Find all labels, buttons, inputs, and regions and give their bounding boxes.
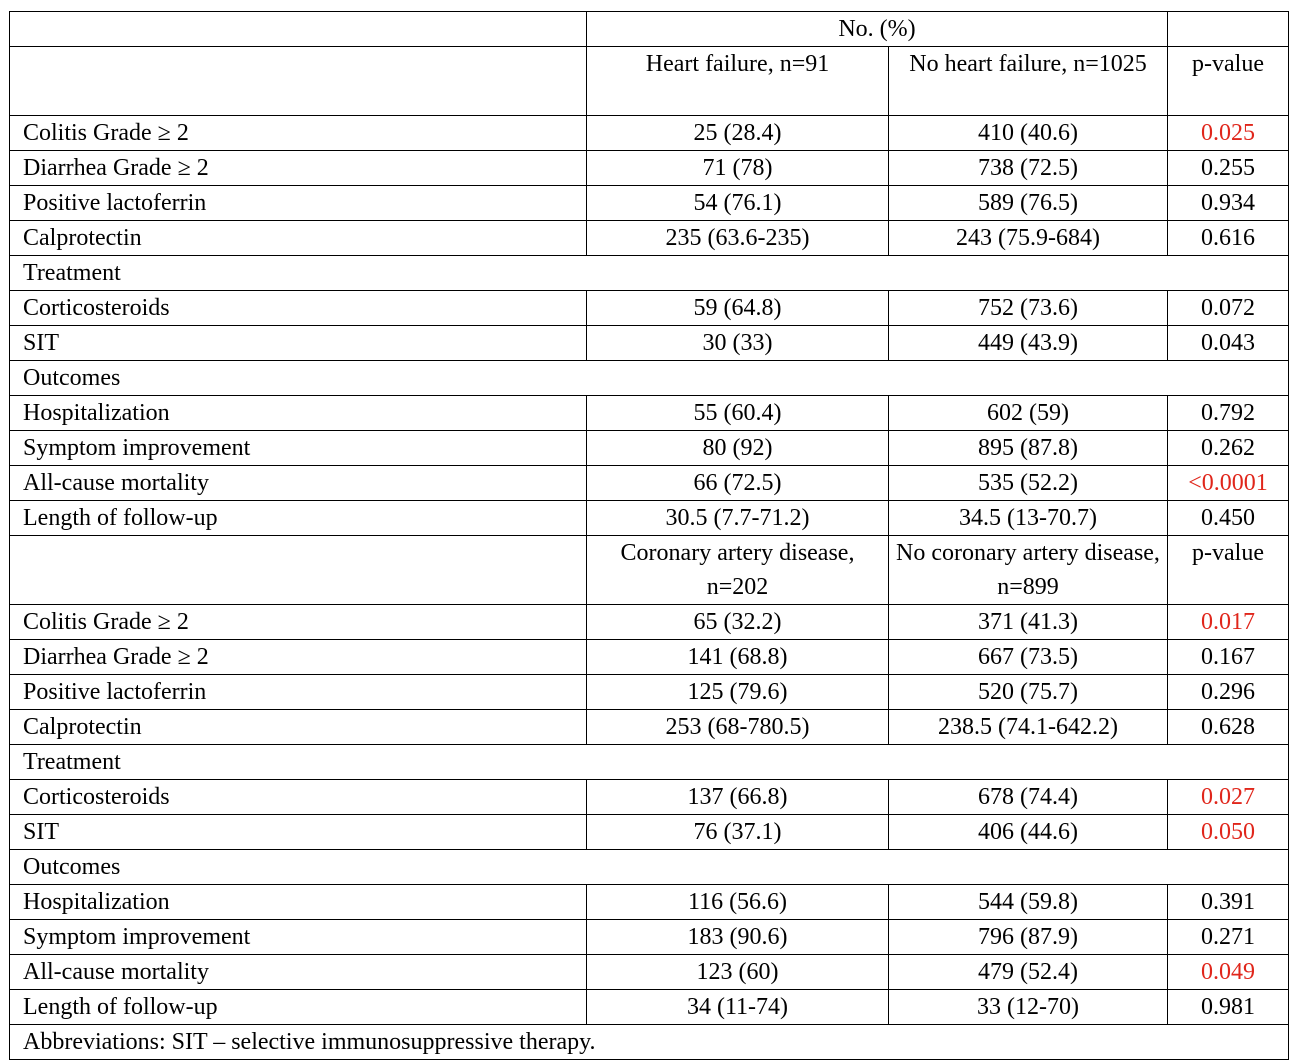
group-b-value: 752 (73.6) [889, 291, 1168, 326]
table-row [10, 116, 1289, 151]
table-row [10, 675, 1289, 710]
row-label: Corticosteroids [10, 291, 587, 326]
p-value: 0.271 [1168, 920, 1289, 955]
table-row [10, 221, 1289, 256]
p-value: 0.450 [1168, 501, 1289, 536]
outcomes-section-row [10, 361, 1289, 396]
row-label: Symptom improvement [10, 920, 587, 955]
group-b-value: 34.5 (13-70.7) [889, 501, 1168, 536]
table-row [10, 396, 1289, 431]
row-label: Length of follow-up [10, 990, 587, 1025]
p-value: 0.628 [1168, 710, 1289, 745]
empty-header-cell [10, 12, 587, 47]
row-label: Symptom improvement [10, 431, 587, 466]
table-row [10, 780, 1289, 815]
group-b-value: 33 (12-70) [889, 990, 1168, 1025]
group-b-value: 589 (76.5) [889, 186, 1168, 221]
column-header-row-2 [10, 536, 1289, 605]
table-row [10, 151, 1289, 186]
row-label: Colitis Grade ≥ 2 [10, 116, 587, 151]
row-label: SIT [10, 326, 587, 361]
p-value: <0.0001 [1168, 466, 1289, 501]
p-value: 0.072 [1168, 291, 1289, 326]
p-value: 0.262 [1168, 431, 1289, 466]
group-a-value: 30 (33) [587, 326, 889, 361]
p-value: 0.934 [1168, 186, 1289, 221]
group-b-value: 895 (87.8) [889, 431, 1168, 466]
table-row [10, 710, 1289, 745]
group-b-value: 535 (52.2) [889, 466, 1168, 501]
group-b-value: 449 (43.9) [889, 326, 1168, 361]
group-a-value: 125 (79.6) [587, 675, 889, 710]
treatment-section-row [10, 256, 1289, 291]
table-row [10, 885, 1289, 920]
group-a-value: 55 (60.4) [587, 396, 889, 431]
pvalue-header: p-value [1168, 47, 1289, 116]
no-heart-failure-header: No heart failure, n=1025 [889, 47, 1168, 116]
group-b-value: 602 (59) [889, 396, 1168, 431]
p-value: 0.027 [1168, 780, 1289, 815]
table-row [10, 990, 1289, 1025]
section-label: Treatment [10, 256, 1289, 291]
group-a-value: 59 (64.8) [587, 291, 889, 326]
table-row [10, 431, 1289, 466]
results-table [9, 11, 1289, 1060]
group-a-value: 235 (63.6-235) [587, 221, 889, 256]
p-value: 0.043 [1168, 326, 1289, 361]
group-a-value: 183 (90.6) [587, 920, 889, 955]
empty-header-cell [10, 536, 587, 605]
p-value: 0.391 [1168, 885, 1289, 920]
p-value: 0.792 [1168, 396, 1289, 431]
group-b-value: 678 (74.4) [889, 780, 1168, 815]
row-label: Diarrhea Grade ≥ 2 [10, 151, 587, 186]
group-label: No. (%) [587, 12, 1168, 47]
group-b-value: 544 (59.8) [889, 885, 1168, 920]
treatment-section-row [10, 745, 1289, 780]
p-value: 0.049 [1168, 955, 1289, 990]
group-a-value: 30.5 (7.7-71.2) [587, 501, 889, 536]
table-row [10, 501, 1289, 536]
group-b-value: 410 (40.6) [889, 116, 1168, 151]
table-row [10, 815, 1289, 850]
group-b-value: 238.5 (74.1-642.2) [889, 710, 1168, 745]
heart-failure-header: Heart failure, n=91 [587, 47, 889, 116]
row-label: Length of follow-up [10, 501, 587, 536]
group-a-value: 116 (56.6) [587, 885, 889, 920]
row-label: All-cause mortality [10, 955, 587, 990]
group-a-value: 80 (92) [587, 431, 889, 466]
outcomes-section-row [10, 850, 1289, 885]
row-label: Calprotectin [10, 710, 587, 745]
group-a-value: 123 (60) [587, 955, 889, 990]
p-value: 0.981 [1168, 990, 1289, 1025]
table-row [10, 955, 1289, 990]
empty-header-cell [1168, 12, 1289, 47]
group-header-row [10, 12, 1289, 47]
section-label: Outcomes [10, 361, 1289, 396]
column-header-row [10, 47, 1289, 116]
row-label: SIT [10, 815, 587, 850]
group-a-value: 66 (72.5) [587, 466, 889, 501]
group-a-value: 34 (11-74) [587, 990, 889, 1025]
table-row [10, 640, 1289, 675]
group-a-value: 76 (37.1) [587, 815, 889, 850]
group-b-value: 243 (75.9-684) [889, 221, 1168, 256]
p-value: 0.017 [1168, 605, 1289, 640]
group-b-value: 667 (73.5) [889, 640, 1168, 675]
table-row [10, 291, 1289, 326]
row-label: Calprotectin [10, 221, 587, 256]
group-a-value: 54 (76.1) [587, 186, 889, 221]
footnote: Abbreviations: SIT – selective immunosuppressive therapy. [10, 1025, 1289, 1060]
row-label: Diarrhea Grade ≥ 2 [10, 640, 587, 675]
table-row [10, 605, 1289, 640]
group-b-value: 796 (87.9) [889, 920, 1168, 955]
table-row [10, 186, 1289, 221]
p-value: 0.296 [1168, 675, 1289, 710]
pvalue-header: p-value [1168, 536, 1289, 605]
p-value: 0.616 [1168, 221, 1289, 256]
section-label: Outcomes [10, 850, 1289, 885]
empty-header-cell [10, 47, 587, 116]
row-label: Hospitalization [10, 396, 587, 431]
group-b-value: 520 (75.7) [889, 675, 1168, 710]
group-a-value: 141 (68.8) [587, 640, 889, 675]
p-value: 0.025 [1168, 116, 1289, 151]
row-label: Positive lactoferrin [10, 675, 587, 710]
group-a-value: 71 (78) [587, 151, 889, 186]
row-label: All-cause mortality [10, 466, 587, 501]
group-a-value: 65 (32.2) [587, 605, 889, 640]
row-label: Corticosteroids [10, 780, 587, 815]
section-label: Treatment [10, 745, 1289, 780]
table-row [10, 920, 1289, 955]
row-label: Colitis Grade ≥ 2 [10, 605, 587, 640]
row-label: Hospitalization [10, 885, 587, 920]
table-row [10, 466, 1289, 501]
group-a-value: 253 (68-780.5) [587, 710, 889, 745]
group-b-value: 738 (72.5) [889, 151, 1168, 186]
p-value: 0.255 [1168, 151, 1289, 186]
no-coronary-artery-disease-header: No coronary artery disease, n=899 [889, 536, 1168, 605]
table-row [10, 326, 1289, 361]
row-label: Positive lactoferrin [10, 186, 587, 221]
footnote-row [10, 1025, 1289, 1060]
p-value: 0.167 [1168, 640, 1289, 675]
group-a-value: 137 (66.8) [587, 780, 889, 815]
group-b-value: 406 (44.6) [889, 815, 1168, 850]
group-b-value: 479 (52.4) [889, 955, 1168, 990]
coronary-artery-disease-header: Coronary artery disease, n=202 [587, 536, 889, 605]
p-value: 0.050 [1168, 815, 1289, 850]
group-b-value: 371 (41.3) [889, 605, 1168, 640]
group-a-value: 25 (28.4) [587, 116, 889, 151]
